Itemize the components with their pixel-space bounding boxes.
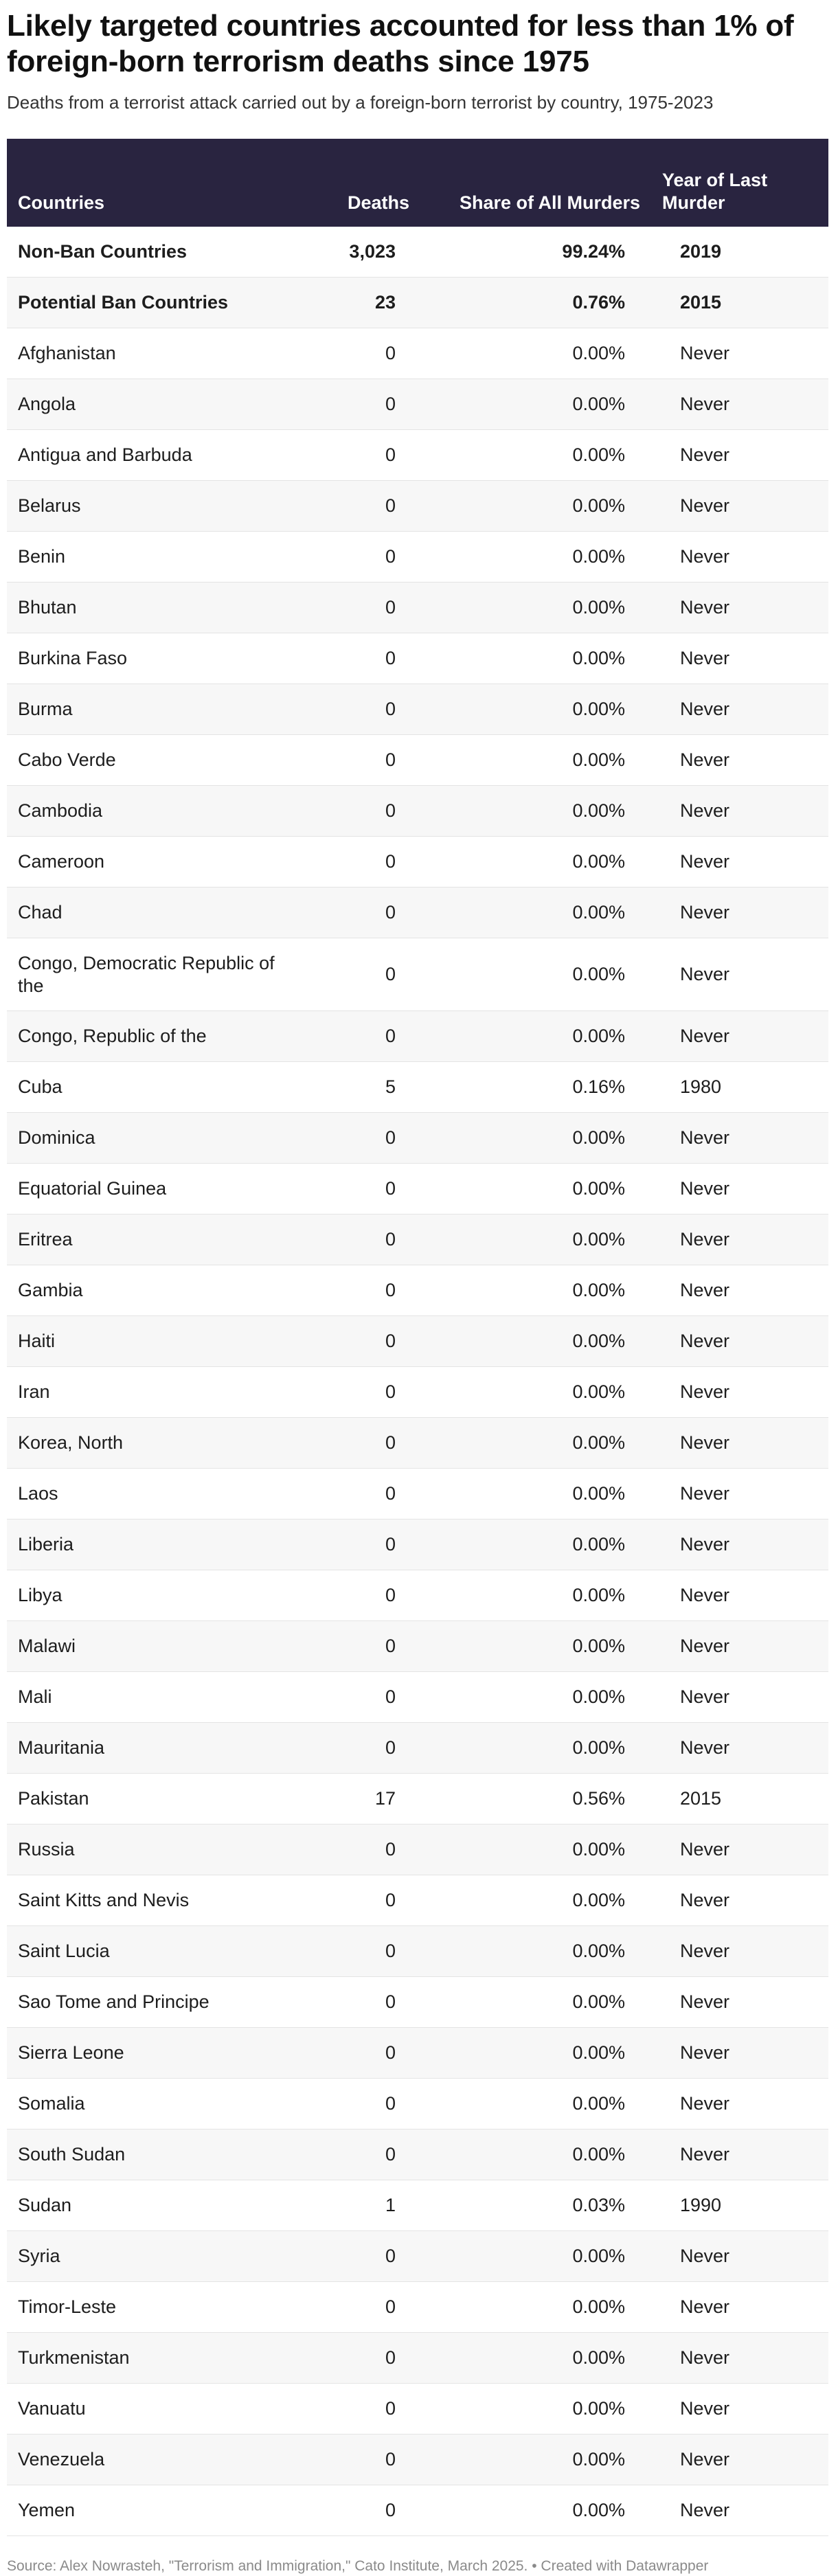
table-row [7,1621,828,1672]
column-header-countries[interactable]: Countries [18,192,105,213]
table-body [7,227,828,2536]
cell-year: Never [651,328,828,379]
cell-year: Never [651,1265,828,1316]
cell-country: Eritrea [7,1214,309,1265]
cell-share: 0.00% [420,430,651,481]
cell-year: Never [651,1723,828,1774]
table-row [7,735,828,786]
cell-year: Never [651,2028,828,2079]
cell-year: Never [651,1519,828,1570]
cell-country: Belarus [7,481,309,532]
cell-deaths: 0 [309,2333,420,2384]
cell-deaths: 0 [309,328,420,379]
cell-year: Never [651,1926,828,1977]
cell-share: 0.00% [420,1672,651,1723]
cell-deaths: 0 [309,1011,420,1062]
cell-year: Never [651,888,828,938]
cell-year: Never [651,532,828,583]
cell-year: Never [651,938,828,1011]
cell-share: 0.00% [420,2384,651,2434]
table-row [7,2333,828,2384]
cell-year: Never [651,1011,828,1062]
cell-country: Vanuatu [7,2384,309,2434]
cell-country: South Sudan [7,2129,309,2180]
table-row [7,379,828,430]
cell-deaths: 0 [309,837,420,888]
cell-country: Yemen [7,2485,309,2536]
cell-share: 0.00% [420,1824,651,1875]
cell-deaths: 23 [309,278,420,328]
cell-deaths: 0 [309,1570,420,1621]
cell-year: Never [651,2434,828,2485]
cell-deaths: 0 [309,2129,420,2180]
cell-deaths: 0 [309,1723,420,1774]
cell-country: Congo, Democratic Republic of the [7,938,309,1011]
cell-country: Cuba [7,1062,309,1113]
table-row [7,1418,828,1469]
cell-deaths: 0 [309,1672,420,1723]
table-row [7,684,828,735]
cell-deaths: 0 [309,1824,420,1875]
cell-year: Never [651,1875,828,1926]
table-row [7,1519,828,1570]
table-row [7,1214,828,1265]
cell-share: 0.16% [420,1062,651,1113]
cell-share: 0.00% [420,379,651,430]
table-row [7,481,828,532]
cell-share: 0.03% [420,2180,651,2231]
cell-deaths: 0 [309,430,420,481]
cell-share: 0.00% [420,328,651,379]
cell-deaths: 0 [309,2282,420,2333]
cell-country: Burma [7,684,309,735]
cell-country: Saint Kitts and Nevis [7,1875,309,1926]
cell-share: 0.00% [420,481,651,532]
cell-year: Never [651,1469,828,1519]
cell-deaths: 0 [309,2434,420,2485]
table-row [7,633,828,684]
cell-country: Sierra Leone [7,2028,309,2079]
table-header [7,139,828,227]
cell-year: Never [651,633,828,684]
cell-deaths: 0 [309,1519,420,1570]
cell-country: Russia [7,1824,309,1875]
chart-title: Likely targeted countries accounted for less than 1% of foreign-born terrorism deaths since 1975 [7,9,794,78]
cell-year: Never [651,1418,828,1469]
cell-country: Angola [7,379,309,430]
table-row [7,1265,828,1316]
cell-share: 0.00% [420,938,651,1011]
header-row [7,139,828,227]
table-row [7,1469,828,1519]
cell-year: Never [651,2485,828,2536]
table-row [7,430,828,481]
table-row [7,786,828,837]
table-row [7,837,828,888]
cell-country: Cambodia [7,786,309,837]
cell-country: Gambia [7,1265,309,1316]
cell-country: Potential Ban Countries [7,278,309,328]
cell-country: Afghanistan [7,328,309,379]
cell-country: Non-Ban Countries [7,227,309,278]
cell-deaths: 0 [309,2028,420,2079]
cell-share: 0.00% [420,735,651,786]
cell-year: Never [651,2079,828,2129]
cell-share: 0.00% [420,2333,651,2384]
table-row [7,1672,828,1723]
cell-share: 0.56% [420,1774,651,1824]
table-row [7,938,828,1011]
cell-country: Venezuela [7,2434,309,2485]
table-row [7,278,828,328]
cell-year: Never [651,1621,828,1672]
column-header-year[interactable]: Year of Last Murder [662,170,768,213]
cell-share: 0.00% [420,2485,651,2536]
cell-share: 0.00% [420,532,651,583]
cell-deaths: 17 [309,1774,420,1824]
cell-deaths: 3,023 [309,227,420,278]
table-row [7,532,828,583]
cell-deaths: 0 [309,786,420,837]
cell-deaths: 0 [309,684,420,735]
table-row [7,583,828,633]
cell-country: Iran [7,1367,309,1418]
table-row [7,1723,828,1774]
table-row [7,1113,828,1164]
cell-year: Never [651,735,828,786]
cell-year: Never [651,430,828,481]
table-row [7,1824,828,1875]
cell-year: Never [651,481,828,532]
cell-year: Never [651,583,828,633]
cell-year: Never [651,2384,828,2434]
cell-deaths: 0 [309,1621,420,1672]
table-row [7,2434,828,2485]
cell-year: Never [651,1824,828,1875]
table-row [7,1774,828,1824]
cell-share: 0.00% [420,1316,651,1367]
cell-deaths: 5 [309,1062,420,1113]
cell-share: 0.00% [420,583,651,633]
table-row [7,227,828,278]
cell-year: 2015 [651,278,828,328]
cell-year: Never [651,684,828,735]
table-row [7,1367,828,1418]
cell-country: Somalia [7,2079,309,2129]
table-row [7,2282,828,2333]
cell-share: 0.00% [420,684,651,735]
column-header-share[interactable]: Share of All Murders [459,192,640,213]
cell-deaths: 0 [309,1418,420,1469]
cell-country: Saint Lucia [7,1926,309,1977]
cell-share: 0.00% [420,2079,651,2129]
cell-country: Bhutan [7,583,309,633]
cell-deaths: 0 [309,1265,420,1316]
data-table [7,139,828,2536]
cell-share: 0.00% [420,1570,651,1621]
cell-share: 99.24% [420,227,651,278]
chart-subtitle: Deaths from a terrorist attack carried out by a foreign-born terrorist by country, 1975-2023 [7,92,714,113]
cell-country: Antigua and Barbuda [7,430,309,481]
cell-year: Never [651,1164,828,1214]
cell-country: Cameroon [7,837,309,888]
cell-share: 0.00% [420,1977,651,2028]
cell-year: Never [651,1214,828,1265]
cell-deaths: 0 [309,938,420,1011]
cell-year: 2015 [651,1774,828,1824]
cell-share: 0.00% [420,786,651,837]
cell-year: Never [651,1113,828,1164]
cell-share: 0.00% [420,1875,651,1926]
cell-year: 1990 [651,2180,828,2231]
cell-year: Never [651,1570,828,1621]
cell-year: Never [651,2129,828,2180]
cell-country: Liberia [7,1519,309,1570]
cell-share: 0.00% [420,1723,651,1774]
cell-share: 0.00% [420,2282,651,2333]
cell-share: 0.00% [420,633,651,684]
cell-deaths: 0 [309,2485,420,2536]
cell-deaths: 0 [309,583,420,633]
cell-year: Never [651,1316,828,1367]
cell-country: Libya [7,1570,309,1621]
table-row [7,2079,828,2129]
cell-share: 0.00% [420,837,651,888]
cell-country: Sao Tome and Principe [7,1977,309,2028]
cell-deaths: 0 [309,1113,420,1164]
cell-country: Congo, Republic of the [7,1011,309,1062]
cell-year: 1980 [651,1062,828,1113]
cell-year: 2019 [651,227,828,278]
cell-country: Burkina Faso [7,633,309,684]
cell-year: Never [651,1977,828,2028]
cell-country: Timor-Leste [7,2282,309,2333]
cell-country: Mauritania [7,1723,309,1774]
cell-share: 0.00% [420,2028,651,2079]
cell-year: Never [651,837,828,888]
cell-country: Syria [7,2231,309,2282]
cell-deaths: 0 [309,379,420,430]
cell-year: Never [651,2282,828,2333]
table-row [7,1062,828,1113]
cell-share: 0.76% [420,278,651,328]
cell-year: Never [651,2333,828,2384]
cell-year: Never [651,379,828,430]
cell-deaths: 0 [309,1875,420,1926]
cell-deaths: 0 [309,1367,420,1418]
cell-share: 0.00% [420,1214,651,1265]
table-row [7,2231,828,2282]
cell-share: 0.00% [420,1469,651,1519]
table-row [7,1926,828,1977]
table-row [7,2028,828,2079]
cell-share: 0.00% [420,1011,651,1062]
table-row [7,1011,828,1062]
cell-deaths: 0 [309,2231,420,2282]
table-row [7,1875,828,1926]
table-row [7,888,828,938]
table-row [7,2180,828,2231]
cell-country: Laos [7,1469,309,1519]
cell-country: Pakistan [7,1774,309,1824]
table-row [7,1570,828,1621]
cell-share: 0.00% [420,1621,651,1672]
cell-share: 0.00% [420,1164,651,1214]
cell-country: Korea, North [7,1418,309,1469]
cell-year: Never [651,1367,828,1418]
cell-deaths: 0 [309,532,420,583]
column-header-deaths[interactable]: Deaths [347,192,409,213]
cell-country: Turkmenistan [7,2333,309,2384]
table-row [7,2485,828,2536]
cell-country: Cabo Verde [7,735,309,786]
cell-deaths: 0 [309,633,420,684]
cell-country: Equatorial Guinea [7,1164,309,1214]
cell-share: 0.00% [420,1926,651,1977]
cell-country: Chad [7,888,309,938]
cell-country: Sudan [7,2180,309,2231]
source-footer: Source: Alex Nowrasteh, "Terrorism and Immigration," Cato Institute, March 2025. • Created with Datawrapper [7,2558,709,2574]
table-row [7,1316,828,1367]
cell-share: 0.00% [420,1113,651,1164]
cell-deaths: 0 [309,1977,420,2028]
cell-country: Malawi [7,1621,309,1672]
cell-country: Haiti [7,1316,309,1367]
cell-deaths: 0 [309,2384,420,2434]
table-row [7,2129,828,2180]
cell-deaths: 0 [309,481,420,532]
cell-deaths: 0 [309,735,420,786]
table-row [7,2384,828,2434]
cell-share: 0.00% [420,2129,651,2180]
cell-share: 0.00% [420,2434,651,2485]
cell-share: 0.00% [420,1265,651,1316]
table-row [7,1977,828,2028]
cell-deaths: 0 [309,1164,420,1214]
cell-share: 0.00% [420,888,651,938]
table-row [7,328,828,379]
cell-year: Never [651,786,828,837]
cell-deaths: 0 [309,888,420,938]
cell-year: Never [651,1672,828,1723]
cell-share: 0.00% [420,1367,651,1418]
cell-deaths: 1 [309,2180,420,2231]
cell-year: Never [651,2231,828,2282]
cell-share: 0.00% [420,1519,651,1570]
cell-share: 0.00% [420,2231,651,2282]
cell-country: Benin [7,532,309,583]
cell-deaths: 0 [309,1214,420,1265]
cell-country: Mali [7,1672,309,1723]
table-row [7,1164,828,1214]
cell-country: Dominica [7,1113,309,1164]
cell-deaths: 0 [309,2079,420,2129]
cell-deaths: 0 [309,1469,420,1519]
cell-share: 0.00% [420,1418,651,1469]
cell-deaths: 0 [309,1926,420,1977]
cell-deaths: 0 [309,1316,420,1367]
